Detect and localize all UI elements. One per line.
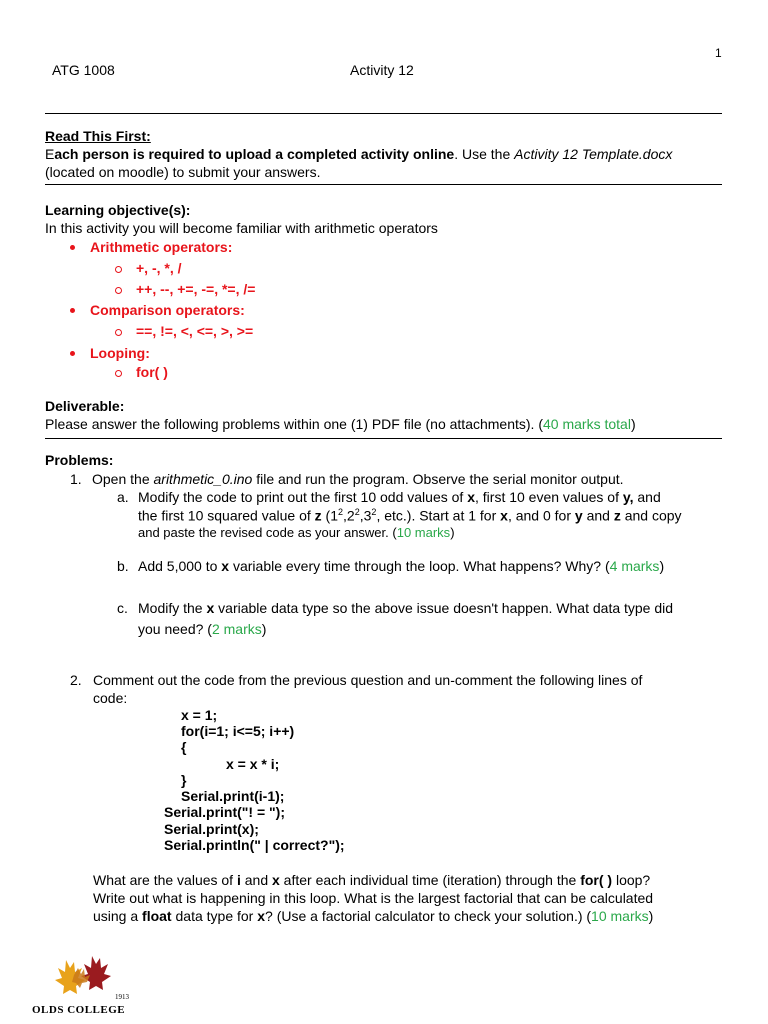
read-first-line2: (located on moodle) to submit your answers. <box>45 164 321 180</box>
problem-1a-line2: the first 10 squared value of z ($1^2,2^2,3^2$, etc.). Start at 1 for x, and 0 for y and z and copy <box>138 507 682 524</box>
objective-sub-item: ++, --, +=, -=, *=, /= <box>136 281 256 297</box>
problems-heading: Problems: <box>45 452 114 468</box>
sub-bullet-icon <box>115 329 122 336</box>
objective-looping: Looping: <box>90 345 150 361</box>
problem-1b-label: b. <box>117 558 129 574</box>
problem-1b-text: Add 5,000 to x variable every time through the loop. What happens? Why? (4 marks) <box>138 558 665 574</box>
bullet-icon <box>70 245 75 250</box>
code-line: Serial.println(" | correct?"); <box>164 837 345 853</box>
read-first-heading: Read This First: <box>45 128 151 144</box>
objective-arithmetic: Arithmetic operators: <box>90 239 233 255</box>
code-line: x = x * i; <box>226 756 280 772</box>
problem-1c-line1: Modify the x variable data type so the above issue doesn't happen. What data type did <box>138 600 674 616</box>
objective-sub-item: +, -, *, / <box>136 260 182 276</box>
college-logo <box>30 950 140 1018</box>
code-line: Serial.print(i-1); <box>181 788 285 804</box>
problem-2-line1: Comment out the code from the previous question and un-comment the following lines of <box>93 672 643 688</box>
code-line: for(i=1; i<=5; i++) <box>181 723 295 739</box>
objectives-intro: In this activity you will become familiar with arithmetic operators <box>45 220 438 236</box>
problem-1a-label: a. <box>117 489 129 505</box>
problem-2-number: 2. <box>70 672 82 688</box>
page-number: 1 <box>715 46 722 60</box>
course-code: ATG 1008 <box>52 62 115 78</box>
problem-1-number: 1. <box>70 471 82 487</box>
logo-name: OLDS COLLEGE <box>32 1004 126 1016</box>
read-first-line1: Each person is required to upload a completed activity online. Use the Activity 12 Template.docx <box>45 146 673 162</box>
problem-1-text: Open the arithmetic_0.ino file and run the program. Observe the serial monitor output. <box>92 471 624 487</box>
deliverable-heading: Deliverable: <box>45 398 125 414</box>
code-line: } <box>181 772 187 788</box>
sub-bullet-icon <box>115 266 122 273</box>
problem-2-line2: code: <box>93 690 128 706</box>
problem-2-question-line1: What are the values of i and x after each individual time (iteration) through the for( ) loop? <box>93 872 651 888</box>
header-rule <box>45 113 722 114</box>
problem-2-question-line2: Write out what is happening in this loop. What is the largest factorial that can be calculated <box>93 890 654 906</box>
bullet-icon <box>70 308 75 313</box>
sub-bullet-icon <box>115 287 122 294</box>
code-line: Serial.print("! = "); <box>164 804 286 820</box>
sub-bullet-icon <box>115 370 122 377</box>
objectives-heading: Learning objective(s): <box>45 202 191 218</box>
activity-title: Activity 12 <box>350 62 414 78</box>
objective-sub-item: for( ) <box>136 364 168 380</box>
problem-1a-line3: and paste the revised code as your answer. (10 marks) <box>138 525 455 540</box>
problem-1c-label: c. <box>117 600 128 616</box>
logo-year: 1913 <box>115 993 129 1001</box>
code-line: { <box>181 739 187 755</box>
deliverable-text: Please answer the following problems within one (1) PDF file (no attachments). (40 marks total) <box>45 416 636 432</box>
code-line: Serial.print(x); <box>164 821 259 837</box>
objective-comparison: Comparison operators: <box>90 302 245 318</box>
code-line: x = 1; <box>181 707 218 723</box>
problem-2-question-line3: using a float data type for x? (Use a factorial calculator to check your solution.) (10 marks) <box>93 908 654 924</box>
problem-1a-line1: Modify the code to print out the first 10 odd values of x, first 10 even values of y, and <box>138 489 661 505</box>
deliverable-rule <box>45 438 722 439</box>
objective-sub-item: ==, !=, <, <=, >, >= <box>136 323 254 339</box>
read-first-rule <box>45 184 722 185</box>
bullet-icon <box>70 351 75 356</box>
problem-1c-line2: you need? (2 marks) <box>138 621 267 637</box>
